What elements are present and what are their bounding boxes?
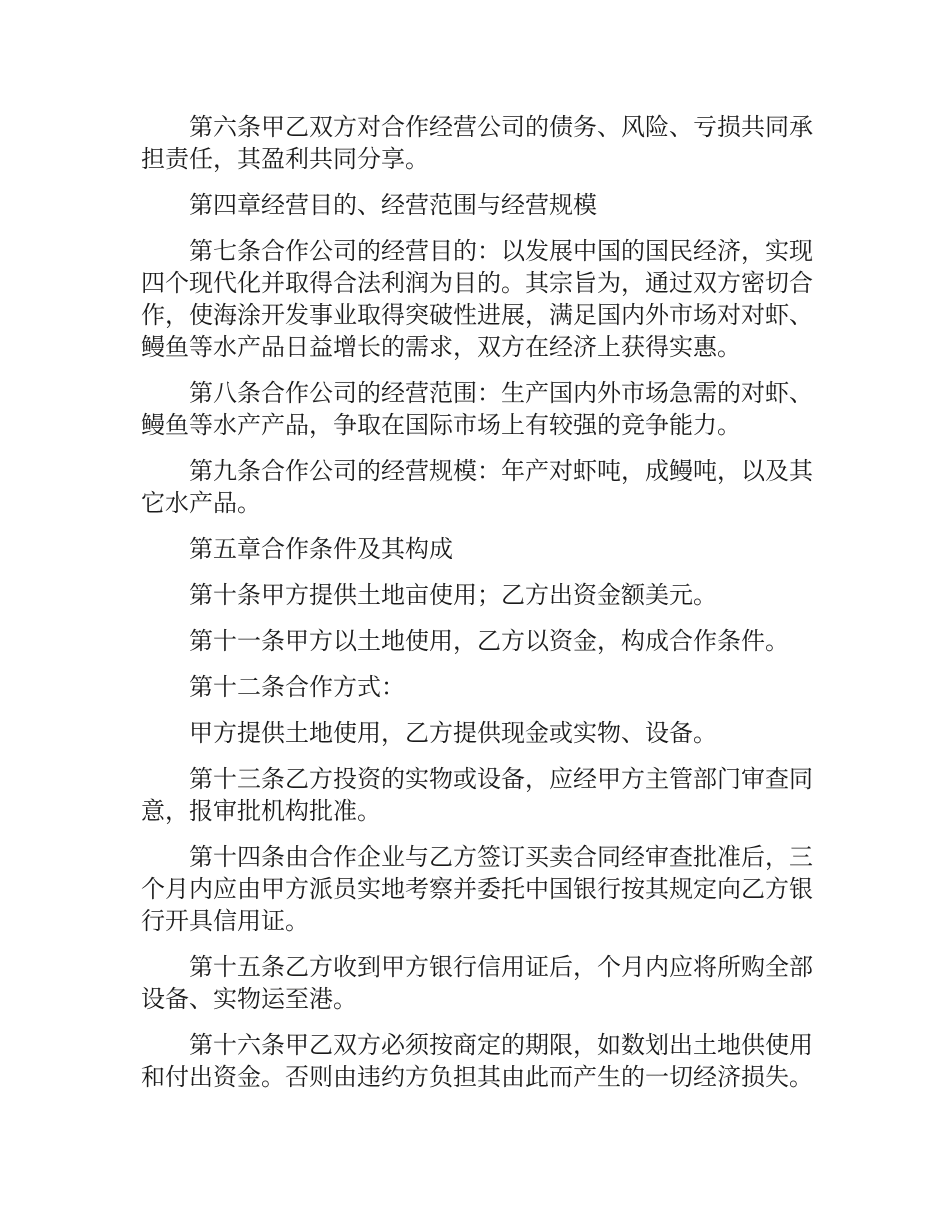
paragraph-article-13: 第十三条乙方投资的实物或设备，应经甲方主管部门审查同意，报审批机构批准。 xyxy=(141,765,813,825)
paragraph-article-14: 第十四条由合作企业与乙方签订买卖合同经审查批准后，三个月内应由甲方派员实地考察并委托中国银行按其规定向乙方银行开具信用证。 xyxy=(141,843,813,935)
document-body xyxy=(141,111,813,1107)
paragraph-article-15: 第十五条乙方收到甲方银行信用证后，个月内应将所购全部设备、实物运至港。 xyxy=(141,953,813,1013)
chapter-5-heading: 第五章合作条件及其构成 xyxy=(189,535,453,563)
paragraph-article-12: 第十二条合作方式： xyxy=(189,673,405,701)
paragraph-article-16: 第十六条甲乙双方必须按商定的期限，如数划出土地供使用和付出资金。否则由违约方负担其由此而产生的一切经济损失。 xyxy=(141,1031,813,1091)
paragraph-article-8: 第八条合作公司的经营范围：生产国内外市场急需的对虾、鳗鱼等水产产品，争取在国际市场上有较强的竞争能力。 xyxy=(141,379,813,439)
paragraph-article-6: 第六条甲乙双方对合作经营公司的债务、风险、亏损共同承担责任，其盈利共同分享。 xyxy=(141,113,813,173)
paragraph-cooperation-mode: 甲方提供土地使用，乙方提供现金或实物、设备。 xyxy=(189,719,717,747)
paragraph-article-9: 第九条合作公司的经营规模：年产对虾吨，成鳗吨，以及其它水产品。 xyxy=(141,457,813,517)
chapter-4-heading: 第四章经营目的、经营范围与经营规模 xyxy=(189,191,597,219)
paragraph-article-11: 第十一条甲方以土地使用，乙方以资金，构成合作条件。 xyxy=(189,627,789,655)
paragraph-article-10: 第十条甲方提供土地亩使用；乙方出资金额美元。 xyxy=(189,581,717,609)
paragraph-article-7: 第七条合作公司的经营目的：以发展中国的国民经济，实现四个现代化并取得合法利润为目的。其宗旨为，通过双方密切合作，使海涂开发事业取得突破性进展，满足国内外市场对对虾、鳗鱼等水产品日益增长的需求，双方在经济上获得实惠。 xyxy=(141,237,813,361)
